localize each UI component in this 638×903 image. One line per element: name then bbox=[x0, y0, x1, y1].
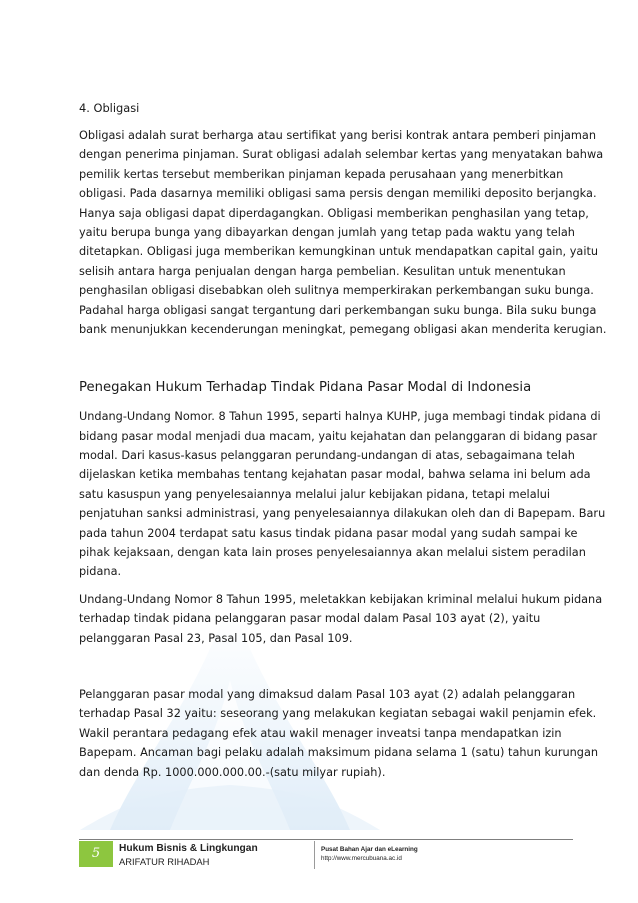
section-heading-obligasi: 4. Obligasi bbox=[79, 101, 140, 115]
text-line: terhadap tindak pidana pelanggaran pasar modal dalam Pasal 103 ayat (2), yaitu bbox=[79, 612, 541, 626]
text-line: selisih antara harga penjualan dengan harga pembelian. Kesulitan untuk menentukan bbox=[79, 264, 566, 278]
text-line: pemilik kertas tersebut memberikan pinjaman kepada perusahaan yang menerbitkan bbox=[79, 167, 564, 181]
text-line: dijelaskan ketika membahas tentang kejahatan pasar modal, bahwa selama ini belum ada bbox=[79, 468, 591, 482]
text-line: Hanya saja obligasi dapat diperdagangkan. Obligasi memberikan penghasilan yang tetap, bbox=[79, 206, 589, 220]
text-line: dengan penerima pinjaman. Surat obligasi adalah selembar kertas yang menyatakan bahwa bbox=[79, 148, 604, 162]
organization-name: Pusat Bahan Ajar dan eLearning bbox=[321, 846, 418, 853]
text-line: bidang pasar modal menjadi dua macam, yaitu kejahatan dan pelanggaran di bidang pasar bbox=[79, 429, 598, 443]
text-line: Bapepam. Ancaman bagi pelaku adalah maksimum pidana selama 1 (satu) tahun kurungan bbox=[79, 746, 599, 760]
text-line: Padahal harga obligasi sangat tergantung dari perkembangan suku bunga. Bila suku bunga bbox=[79, 303, 597, 317]
paragraph-penegakan-1 bbox=[79, 407, 606, 582]
text-line: pada tahun 2004 terdapat satu kasus tindak pidana pasar modal yang sudah sampai ke bbox=[79, 526, 578, 540]
text-line: pihak kejaksaan, dengan kata lain proses penyelesaiannya akan melalui sistem peradilan bbox=[79, 546, 586, 560]
paragraph-obligasi bbox=[79, 126, 607, 339]
paragraph-penegakan-2 bbox=[79, 590, 603, 648]
course-title: Hukum Bisnis & Lingkungan bbox=[119, 843, 258, 854]
text-line: bank menunjukkan kecenderungan meningkat, pemegang obligasi akan menderita kerugian. bbox=[79, 322, 607, 336]
author-name: ARIFATUR RIHADAH bbox=[119, 856, 210, 867]
text-line: obligasi. Pada dasarnya memiliki obligasi sama persis dengan memiliki deposito berjangka. bbox=[79, 187, 597, 201]
text-line: penjatuhan sanksi administrasi, yang penyelesaiannya dilakukan oleh dan di Bapepam. Baru bbox=[79, 507, 606, 521]
paragraph-penegakan-3 bbox=[79, 685, 599, 782]
section-title-penegakan: Penegakan Hukum Terhadap Tindak Pidana Pasar Modal di Indonesia bbox=[79, 380, 532, 396]
text-line: dan denda Rp. 1000.000.000.00.-(satu milyar rupiah). bbox=[79, 765, 386, 779]
main-content bbox=[79, 98, 607, 782]
text-line: Undang-Undang Nomor. 8 Tahun 1995, separti halnya KUHP, juga membagi tindak pidana di bbox=[79, 410, 601, 424]
text-line: pelanggaran Pasal 23, Pasal 105, dan Pasal 109. bbox=[79, 631, 353, 645]
text-line: modal. Dari kasus-kasus pelanggaran perundang-undangan di atas, sebagaimana telah bbox=[79, 449, 575, 463]
page-number: 5 bbox=[91, 846, 101, 861]
footer-rule bbox=[79, 839, 573, 840]
text-line: yaitu berupa bunga yang dibayarkan dengan jumlah yang tetap pada waktu yang telah bbox=[79, 225, 575, 239]
text-line: penghasilan obligasi disebabkan oleh sulitnya memperkirakan perkembangan suku bunga. bbox=[79, 284, 594, 298]
text-line: Wakil perantara pedagang efek atau wakil menager inveatsi tanpa mendapatkan izin bbox=[79, 726, 562, 740]
text-line: Pelanggaran pasar modal yang dimaksud dalam Pasal 103 ayat (2) adalah pelanggaran bbox=[79, 687, 576, 701]
organization-url[interactable]: http://www.mercubuana.ac.id bbox=[321, 855, 402, 862]
text-line: Undang-Undang Nomor 8 Tahun 1995, meletakkan kebijakan kriminal melalui hukum pidana bbox=[79, 592, 603, 606]
page-footer bbox=[79, 839, 573, 869]
footer-divider bbox=[314, 841, 315, 869]
text-line: satu kasuspun yang penyelesaiannya melalui jalur kebijakan pidana, tetapi melalui bbox=[79, 487, 551, 501]
text-line: pidana. bbox=[79, 565, 122, 579]
text-line: ditetapkan. Obligasi juga memberikan kemungkinan untuk mendapatkan capital gain, yaitu bbox=[79, 245, 599, 259]
text-line: Obligasi adalah surat berharga atau sertifikat yang berisi kontrak antara pemberi pinjaman bbox=[79, 129, 596, 142]
text-line: terhadap Pasal 32 yaitu: seseorang yang melakukan kegiatan sebagai wakil penjamin efek. bbox=[79, 707, 597, 721]
